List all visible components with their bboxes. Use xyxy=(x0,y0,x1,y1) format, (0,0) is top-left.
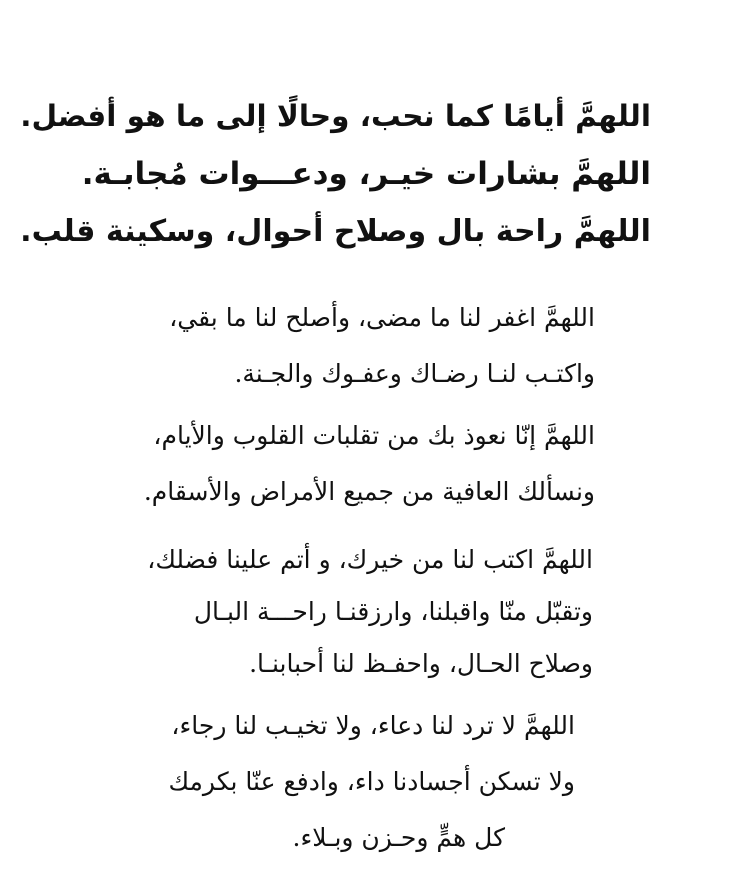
prayer-line: وتقبّل منّا واقبلنا، وارزقنـا راحـــة البـال xyxy=(193,597,593,626)
prayer-line: ونسألك العافية من جميع الأمراض والأسقام. xyxy=(143,477,595,506)
prayer-line: كل همٍّ وحـزن وبـلاء. xyxy=(292,823,505,852)
heading-line-1: اللهمَّ أيامًا كما نحب، وحالًا إلى ما هو أفضل. xyxy=(20,99,651,133)
prayer-line: اللهمَّ لا ترد لنا دعاء، ولا تخيـب لنا رجاء، xyxy=(171,711,575,740)
prayer-line: اللهمَّ اكتب لنا من خيرك، و أتم علينا فضلك، xyxy=(147,545,593,574)
prayer-line: ولا تسكن أجسادنا داء، وادفع عنّا بكرمك xyxy=(168,767,575,796)
prayer-line: واكتـب لنـا رضـاك وعفـوك والجـنة. xyxy=(234,359,595,388)
prayer-line: اللهمَّ إنّا نعوذ بك من تقلبات القلوب والأيام، xyxy=(153,421,595,450)
heading-line-3: اللهمَّ راحة بال وصلاح أحوال، وسكينة قلب. xyxy=(20,214,651,249)
prayer-line: اللهمَّ اغفر لنا ما مضى، وأصلح لنا ما بقي، xyxy=(169,303,595,332)
prayer-line: وصلاح الحـال، واحفـظ لنا أحبابنـا. xyxy=(249,649,593,678)
heading-line-2: اللهمَّ بشارات خيـر، ودعـــوات مُجابـة. xyxy=(81,156,651,192)
